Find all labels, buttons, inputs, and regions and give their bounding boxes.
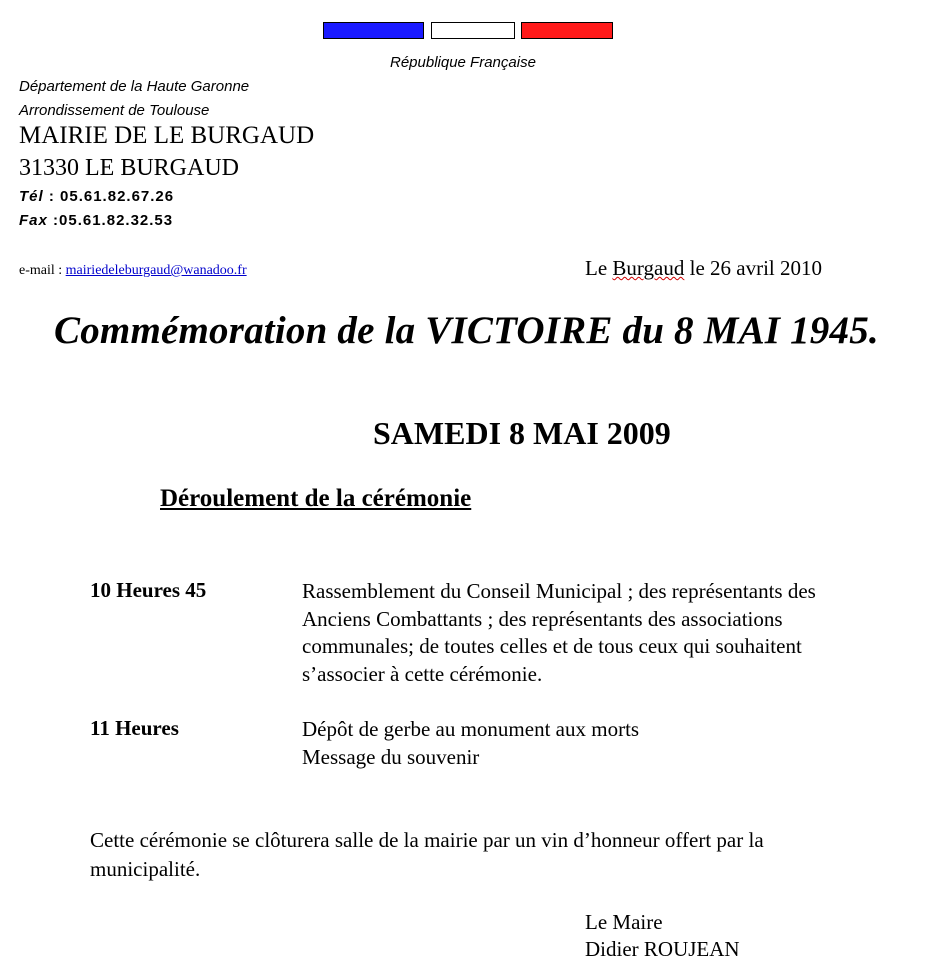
date-suffix: le 26 avril 2010 [684,256,822,280]
closing-line: municipalité. [90,857,201,881]
schedule-description [302,716,902,771]
email-line [19,263,247,279]
schedule-time: 11 Heures [90,716,179,740]
document-title: Commémoration de la VICTOIRE du 8 MAI 1945. [54,309,879,352]
signature-name: Didier ROUJEAN [585,937,740,961]
republique-francaise: République Française [390,54,536,71]
fax-value: :05.61.82.32.53 [47,212,174,229]
tel-value: : 05.61.82.67.26 [43,188,175,205]
schedule-time: 10 Heures 45 [90,578,207,602]
schedule-description [302,578,902,688]
arrondissement: Arrondissement de Toulouse [19,102,210,119]
email-label: e-mail : [19,263,66,278]
date-line [585,256,822,281]
email-link[interactable]: mairiedeleburgaud@wanadoo.fr [65,263,247,278]
tel-label: Tél [19,188,44,205]
closing-paragraph [90,826,764,884]
flag-white-bar [431,22,515,39]
event-day: SAMEDI 8 MAI 2009 [373,415,671,451]
date-prefix: Le [585,256,613,280]
signature-block [585,909,740,963]
closing-line: Cette cérémonie se clôturera salle de la mairie par un vin d’honneur offert par la [90,828,764,852]
fax-label: Fax [19,212,48,229]
schedule-line: s’associer à cette cérémonie. [302,661,543,686]
schedule-line: Message du souvenir [302,744,480,769]
fax [19,212,173,229]
flag-red-bar [521,22,613,39]
telephone [19,188,174,205]
schedule-line: Dépôt de gerbe au monument aux morts [302,717,640,741]
signature-role: Le Maire [585,910,663,934]
schedule-line: communales; de toutes celles et de tous ceux qui souhaitent [302,634,802,658]
date-place: Burgaud [612,256,685,280]
flag-blue-bar [323,22,424,39]
postal-address: 31330 LE BURGAUD [19,155,239,181]
schedule-line: Anciens Combattants ; des représentants des associations [302,606,783,631]
section-heading: Déroulement de la cérémonie [160,485,472,512]
mairie-name: MAIRIE DE LE BURGAUD [19,122,315,149]
schedule-line: Rassemblement du Conseil Municipal ; des représentants des [302,579,816,603]
departement: Département de la Haute Garonne [19,78,250,95]
